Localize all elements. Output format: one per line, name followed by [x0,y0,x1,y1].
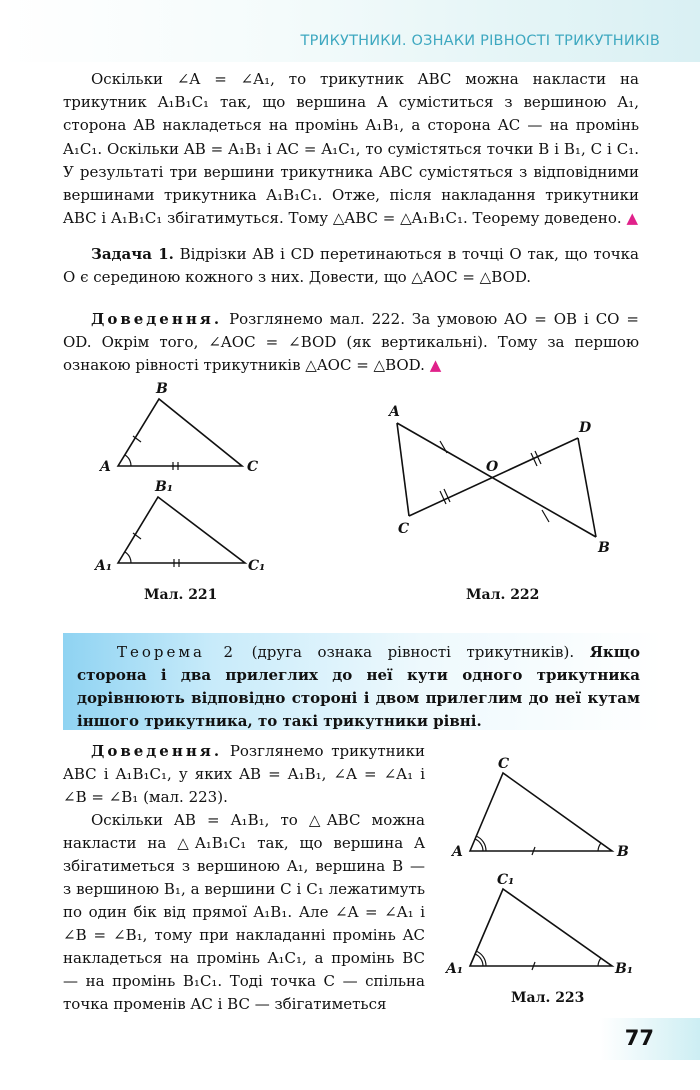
angle-arc [125,455,131,466]
page-number: 77 [624,1026,654,1050]
segment-ac [397,423,409,516]
label-a: A [100,459,111,475]
task-1-label: Задача 1. [91,245,174,263]
label-c: C [398,521,410,537]
triangle-abc [470,773,612,851]
figure-221 [118,399,245,567]
label-b: B [598,540,610,556]
proof-2-text-1: Розглянемо трикутники ABC і A₁B₁C₁, у яких AB = A₁B₁, ∠A = ∠A₁ і ∠B = ∠B₁ (мал. 223). [63,742,425,806]
label-a1: A₁ [446,961,463,977]
caption-fig-221: Мал. 221 [144,587,218,603]
angle-arc [125,552,131,563]
end-mark-icon: ▲ [429,356,442,375]
label-b: B [156,381,168,397]
theorem-label: Теорема 2 [117,643,237,661]
theorem-statement: Якщо сторона і два прилеглих до неї кути одного трикутника дорівнюють відповідно стороні і двом прилеглим до неї кутам іншого трикутника, то такі трикутники рівні. [77,643,640,730]
segment-ab [397,423,596,537]
label-a: A [452,844,463,860]
caption-fig-223: Мал. 223 [511,990,585,1006]
tick-mark [542,510,549,522]
label-c: C [498,756,510,772]
figure-223 [470,773,612,970]
label-d: D [579,420,592,436]
triangle-a1b1c1 [118,497,245,563]
segment-db [578,438,596,537]
solution-1-text: Розглянемо мал. 222. За умовою AO = OB і CO = OD. Окрім того, ∠AOC = ∠BOD (як вертикальні). Тому за першою ознакою рівності трикутників △AOC = △BOD. [63,310,639,375]
proof-2 [63,740,425,1016]
task-1-text: Відрізки AB і CD перетинаються в точці O так, що точка O є серединою кожного з них. Довести, що △AOC = △BOD. [63,245,639,287]
label-c: C [247,459,259,475]
label-c1: C₁ [248,558,266,574]
triangle-abc [118,399,242,466]
label-o: O [486,459,499,475]
caption-fig-222: Мал. 222 [466,587,540,603]
label-a: A [389,404,400,420]
proof-2-label: Доведення. [91,742,223,760]
label-c1: C₁ [497,872,515,888]
angle-arc [598,843,601,851]
tick-mark [440,441,447,453]
label-b1: B₁ [615,961,633,977]
label-a1: A₁ [95,558,112,574]
theorem-2 [77,641,640,733]
theorem-note: (друга ознака рівності трикутників). [251,643,575,661]
triangle-a1b1c1 [470,889,612,966]
label-b: B [617,844,629,860]
label-b1: B₁ [155,479,173,495]
segment-cd [409,438,578,516]
running-title: ТРИКУТНИКИ. ОЗНАКИ РІВНОСТІ ТРИКУТНИКІВ [300,33,660,49]
solution-1-label: Доведення. [91,310,223,328]
angle-arc [598,958,601,966]
figure-222 [397,423,596,537]
end-mark-icon: ▲ [626,209,639,228]
proof-2-text-2: Оскільки AB = A₁B₁, то △ABC можна накласти на △A₁B₁C₁ так, що вершина A збігатиметься з вершиною A₁, вершина B — з вершиною B₁, а вершини C і C₁ лежатимуть по один бік від прямої A₁B₁. Але ∠A = ∠A₁ і ∠B = ∠B₁, тому при накладанні промінь AC накладеться на промінь A₁C₁, а промінь BC — на промінь B₁C₁. Тоді точка C — спільна точка променів AC і BC — збігатиметься [63,811,425,1013]
proof-continuation-text: Оскільки ∠A = ∠A₁, то трикутник ABC можна накласти на трикутник A₁B₁C₁ так, що вершина A суміститься з вершиною A₁, сторона AB накладеться на промінь A₁B₁, а сторона AC — на промінь A₁C₁. Оскільки AB = A₁B₁ і AC = A₁C₁, то сумістяться точки B і B₁, C і C₁. У результаті три вершини трикутника ABC сумістяться з відповідними вершинами трикутника A₁B₁C₁. Отже, після накладання трикутники ABC і A₁B₁C₁ збігатимуться. Тому △ABC = △A₁B₁C₁. Теорему доведено. [63,70,639,228]
